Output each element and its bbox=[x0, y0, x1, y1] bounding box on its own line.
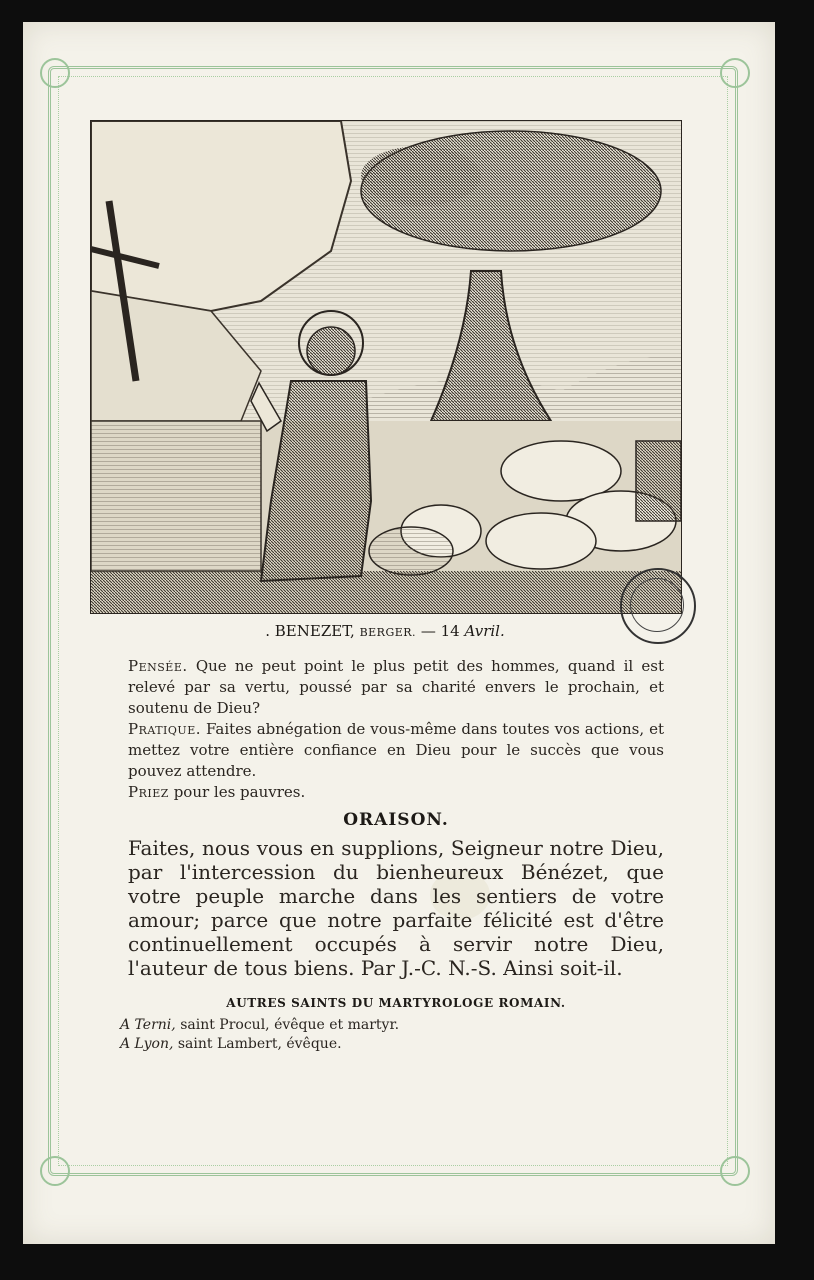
entry-place: A Lyon, bbox=[120, 1036, 174, 1052]
pensee-label: Pensée. bbox=[128, 657, 188, 675]
caption-dash: — bbox=[420, 622, 436, 640]
sheep bbox=[369, 527, 453, 575]
oraison-title: ORAISON. bbox=[343, 810, 449, 830]
pratique-paragraph bbox=[128, 719, 664, 782]
corner-ornament-icon bbox=[40, 58, 70, 88]
engraving-svg bbox=[91, 121, 681, 613]
entry-place: A Terni, bbox=[120, 1017, 176, 1033]
caption-prefix: . BENEZET, bbox=[265, 622, 355, 640]
caption-month: Avril. bbox=[464, 622, 505, 640]
pratique-label: Pratique. bbox=[128, 720, 201, 738]
sheep bbox=[486, 513, 596, 569]
corner-ornament-icon bbox=[40, 1156, 70, 1186]
stone-wall bbox=[91, 421, 261, 571]
corner-ornament-icon bbox=[720, 58, 750, 88]
caption bbox=[90, 622, 680, 640]
list-item bbox=[120, 1035, 660, 1054]
caption-day: 14 bbox=[440, 622, 460, 640]
entry-text: saint Procul, évêque et martyr. bbox=[180, 1017, 400, 1033]
priez-label: Priez bbox=[128, 783, 169, 801]
tree-foliage-left bbox=[361, 146, 481, 206]
list-item bbox=[120, 1016, 660, 1035]
saint-head bbox=[307, 327, 355, 375]
autres-saints-list bbox=[120, 1016, 660, 1054]
pensee-text: Que ne peut point le plus petit des hommes, quand il est relevé par sa vertu, poussé par sa charité envers le prochain, et soutenu de Dieu? bbox=[128, 657, 664, 717]
foreground-ground bbox=[91, 571, 681, 613]
engraving-illustration bbox=[90, 120, 682, 614]
well bbox=[636, 441, 681, 521]
caption-role: BERGER. bbox=[359, 626, 417, 639]
autres-saints-title: AUTRES SAINTS DU MARTYROLOGE ROMAIN. bbox=[226, 996, 566, 1010]
corner-ornament-icon bbox=[720, 1156, 750, 1186]
meditation-text bbox=[128, 656, 664, 803]
pratique-text: Faites abnégation de vous-même dans toutes vos actions, et mettez votre entière confiance en Dieu pour le succès que vous pouvez attendre. bbox=[128, 720, 664, 780]
priez-paragraph bbox=[128, 782, 664, 803]
pensee-paragraph bbox=[128, 656, 664, 719]
priez-text: pour les pauvres. bbox=[173, 783, 306, 801]
entry-text: saint Lambert, évêque. bbox=[177, 1036, 342, 1052]
oraison-text: Faites, nous vous en supplions, Seigneur notre Dieu, par l'intercession du bienheureux Bénézet, que votre peuple marche dans les sentiers de votre amour; parce que notre parfaite félicité est d'être continuellement occupés à servir notre Dieu, l'auteur de tous biens. Par J.-C. N.-S. Ainsi soit-il. bbox=[128, 836, 664, 980]
